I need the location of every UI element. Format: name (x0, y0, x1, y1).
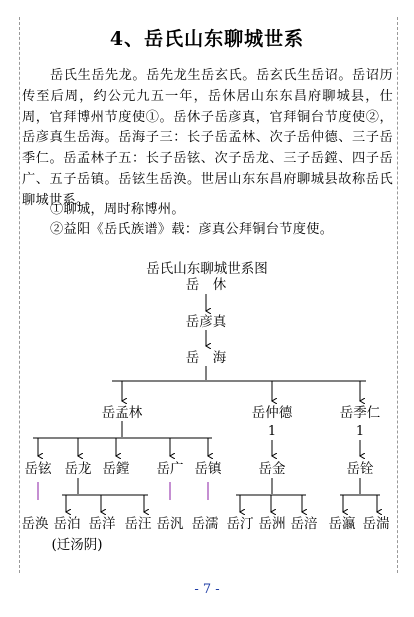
generation-mark: 1 (267, 424, 277, 439)
tree-title: 岳氏山东聊城世系图 (146, 261, 268, 277)
node-gen6: 岳洋 (88, 516, 116, 532)
node-gen5: 岳广 (156, 461, 184, 477)
generation-mark: 1 (355, 424, 365, 439)
node-gen6: 岳涪 (290, 516, 318, 532)
node-gen6: 岳汎 (156, 516, 184, 532)
node-gen4: 岳仲德 (251, 405, 293, 421)
node-gen1: 岳 休 (185, 277, 227, 293)
node-gen5: 岳龙 (64, 461, 92, 477)
section-title: 4、岳氏山东聊城世系 (109, 28, 305, 50)
page-number: - 7 - (194, 582, 220, 597)
footnote-2: ②益阳《岳氏族谱》载：彦真公拜铜台节度使。 (50, 222, 334, 237)
node-gen6: 岳汪 (124, 516, 152, 532)
node-gen6: 岳洲 (258, 516, 286, 532)
node-gen6: 岳涣 (21, 516, 49, 532)
node-gen5: 岳金 (258, 461, 286, 477)
node-gen4: 岳季仁 (339, 405, 381, 421)
node-gen6: 岳瀛 (328, 516, 356, 532)
body-paragraph: 岳氏生岳先龙。岳先龙生岳玄氏。岳玄氏生岳诏。岳诏历传至后周，约公元九五一年，岳休居山东东昌府聊城县，仕周，官拜博州节度使①。岳休子岳彦真，官拜铜台节度使②，岳彦真生岳海。岳海子三：长子岳孟林、次子岳仲德、三子岳季仁。岳孟林子五：长子岳铉、次子岳龙、三子岳鏜、四子岳广、五子岳镇。岳铉生岳涣。世居山东东昌府聊城县故称岳氏聊城世系。 (22, 68, 393, 208)
node-gen6: 岳濡 (191, 516, 219, 532)
footnote-1: ①聊城，周时称博州。 (50, 202, 185, 217)
node-gen6: 岳汀 (226, 516, 254, 532)
node-gen5: 岳镇 (194, 461, 222, 477)
node-gen3: 岳 海 (185, 350, 227, 366)
node-gen6: 岳湍 (362, 516, 390, 532)
node-gen6: 岳泊 (53, 516, 81, 532)
node-gen4: 岳孟林 (101, 405, 143, 421)
node-gen5: 岳铨 (346, 461, 374, 477)
migration-note: (迁汤阴) (51, 537, 103, 553)
node-gen2: 岳彦真 (185, 314, 227, 330)
node-gen5: 岳铉 (24, 461, 52, 477)
node-gen5: 岳鏜 (102, 461, 130, 477)
